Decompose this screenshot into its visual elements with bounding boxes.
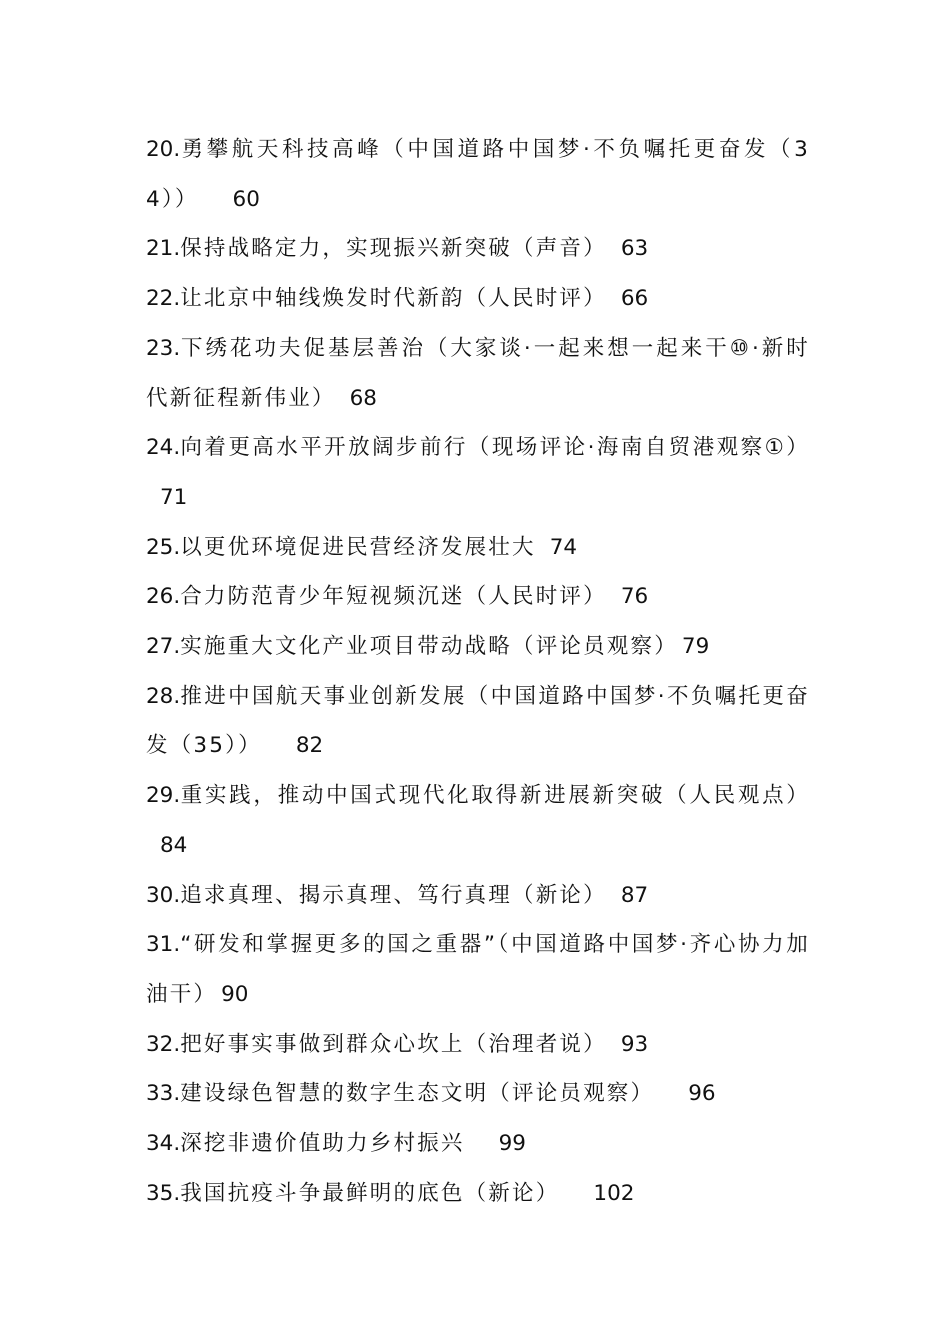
toc-entry bbox=[146, 672, 810, 771]
toc-entry bbox=[146, 622, 810, 672]
toc-entry bbox=[146, 274, 810, 324]
entry-number: 31. bbox=[146, 932, 181, 958]
entry-page: 96 bbox=[688, 1081, 716, 1107]
entry-page: 66 bbox=[620, 286, 649, 312]
toc-entry bbox=[146, 871, 810, 921]
toc-entry bbox=[146, 1069, 810, 1119]
entry-number: 22. bbox=[146, 286, 181, 312]
entry-page: 63 bbox=[620, 236, 649, 262]
entry-title: 重实践，推动中国式现代化取得新进展新突破（人民观点） bbox=[180, 783, 810, 809]
entry-title: 追求真理、揭示真理、笃行真理（新论） bbox=[180, 882, 607, 908]
entry-title: 实施重大文化产业项目带动战略（评论员观察） bbox=[180, 634, 678, 660]
entry-number: 27. bbox=[146, 634, 181, 660]
entry-number: 23. bbox=[146, 335, 181, 361]
entry-page: 99 bbox=[498, 1131, 526, 1157]
entry-title: 深挖非遗价值助力乡村振兴 bbox=[180, 1131, 465, 1157]
entry-title: “研发和掌握更多的国之重器”（中国道路中国梦·齐心协力加油干） bbox=[146, 932, 810, 1007]
entry-number: 34. bbox=[146, 1131, 181, 1157]
entry-title: 保持战略定力，实现振兴新突破（声音） bbox=[180, 236, 607, 262]
entry-page: 102 bbox=[593, 1180, 635, 1206]
entry-number: 35. bbox=[146, 1180, 181, 1206]
toc-entry bbox=[146, 224, 810, 274]
entry-title: 让北京中轴线焕发时代新韵（人民时评） bbox=[180, 286, 607, 312]
entry-number: 29. bbox=[146, 783, 181, 809]
entry-title: 向着更高水平开放阔步前行（现场评论·海南自贸港观察①） bbox=[180, 435, 810, 461]
entry-number: 28. bbox=[146, 683, 181, 709]
toc-entry bbox=[146, 523, 810, 573]
entry-number: 26. bbox=[146, 584, 181, 610]
entry-number: 20. bbox=[146, 137, 181, 162]
entry-page: 79 bbox=[681, 634, 710, 660]
entry-title: 把好事实事做到群众心坎上（治理者说） bbox=[180, 1031, 607, 1057]
entry-page: 87 bbox=[620, 882, 649, 908]
entry-page: 68 bbox=[349, 385, 377, 411]
toc-entry bbox=[146, 771, 810, 870]
entry-page: 76 bbox=[620, 584, 649, 610]
entry-number: 25. bbox=[146, 534, 181, 560]
entry-page: 60 bbox=[232, 186, 260, 212]
entry-number: 33. bbox=[146, 1081, 181, 1107]
entry-page: 93 bbox=[620, 1031, 649, 1057]
entry-title: 合力防范青少年短视频沉迷（人民时评） bbox=[180, 584, 607, 610]
toc-entry bbox=[146, 423, 810, 522]
entry-number: 24. bbox=[146, 435, 181, 461]
toc-entry bbox=[146, 324, 810, 423]
entry-title: 建设绿色智慧的数字生态文明（评论员观察） bbox=[180, 1081, 655, 1107]
toc-entry bbox=[146, 572, 810, 622]
entry-title: 勇攀航天科技高峰（中国道路中国梦·不负嘱托更奋发（34）） bbox=[146, 137, 810, 212]
entry-title: 下绣花功夫促基层善治（大家谈·一起来想一起来干⑩·新时代新征程新伟业） bbox=[146, 335, 810, 411]
entry-number: 21. bbox=[146, 236, 181, 262]
entry-page: 74 bbox=[549, 534, 578, 560]
entry-page: 90 bbox=[221, 981, 249, 1007]
toc-entry bbox=[146, 920, 810, 1019]
entry-number: 30. bbox=[146, 882, 181, 908]
entry-title: 我国抗疫斗争最鲜明的底色（新论） bbox=[180, 1180, 560, 1206]
entry-page: 71 bbox=[160, 484, 188, 510]
entry-number: 32. bbox=[146, 1031, 181, 1057]
entry-title: 以更优环境促进民营经济发展壮大 bbox=[180, 534, 536, 560]
toc-entry bbox=[146, 1020, 810, 1070]
toc-entry bbox=[146, 1169, 810, 1219]
toc-entry bbox=[146, 125, 810, 224]
table-of-contents bbox=[146, 125, 810, 1218]
entry-title: 推进中国航天事业创新发展（中国道路中国梦·不负嘱托更奋发（35）） bbox=[146, 683, 810, 759]
entry-page: 82 bbox=[295, 733, 324, 759]
entry-page: 84 bbox=[160, 832, 188, 858]
toc-entry bbox=[146, 1119, 810, 1169]
